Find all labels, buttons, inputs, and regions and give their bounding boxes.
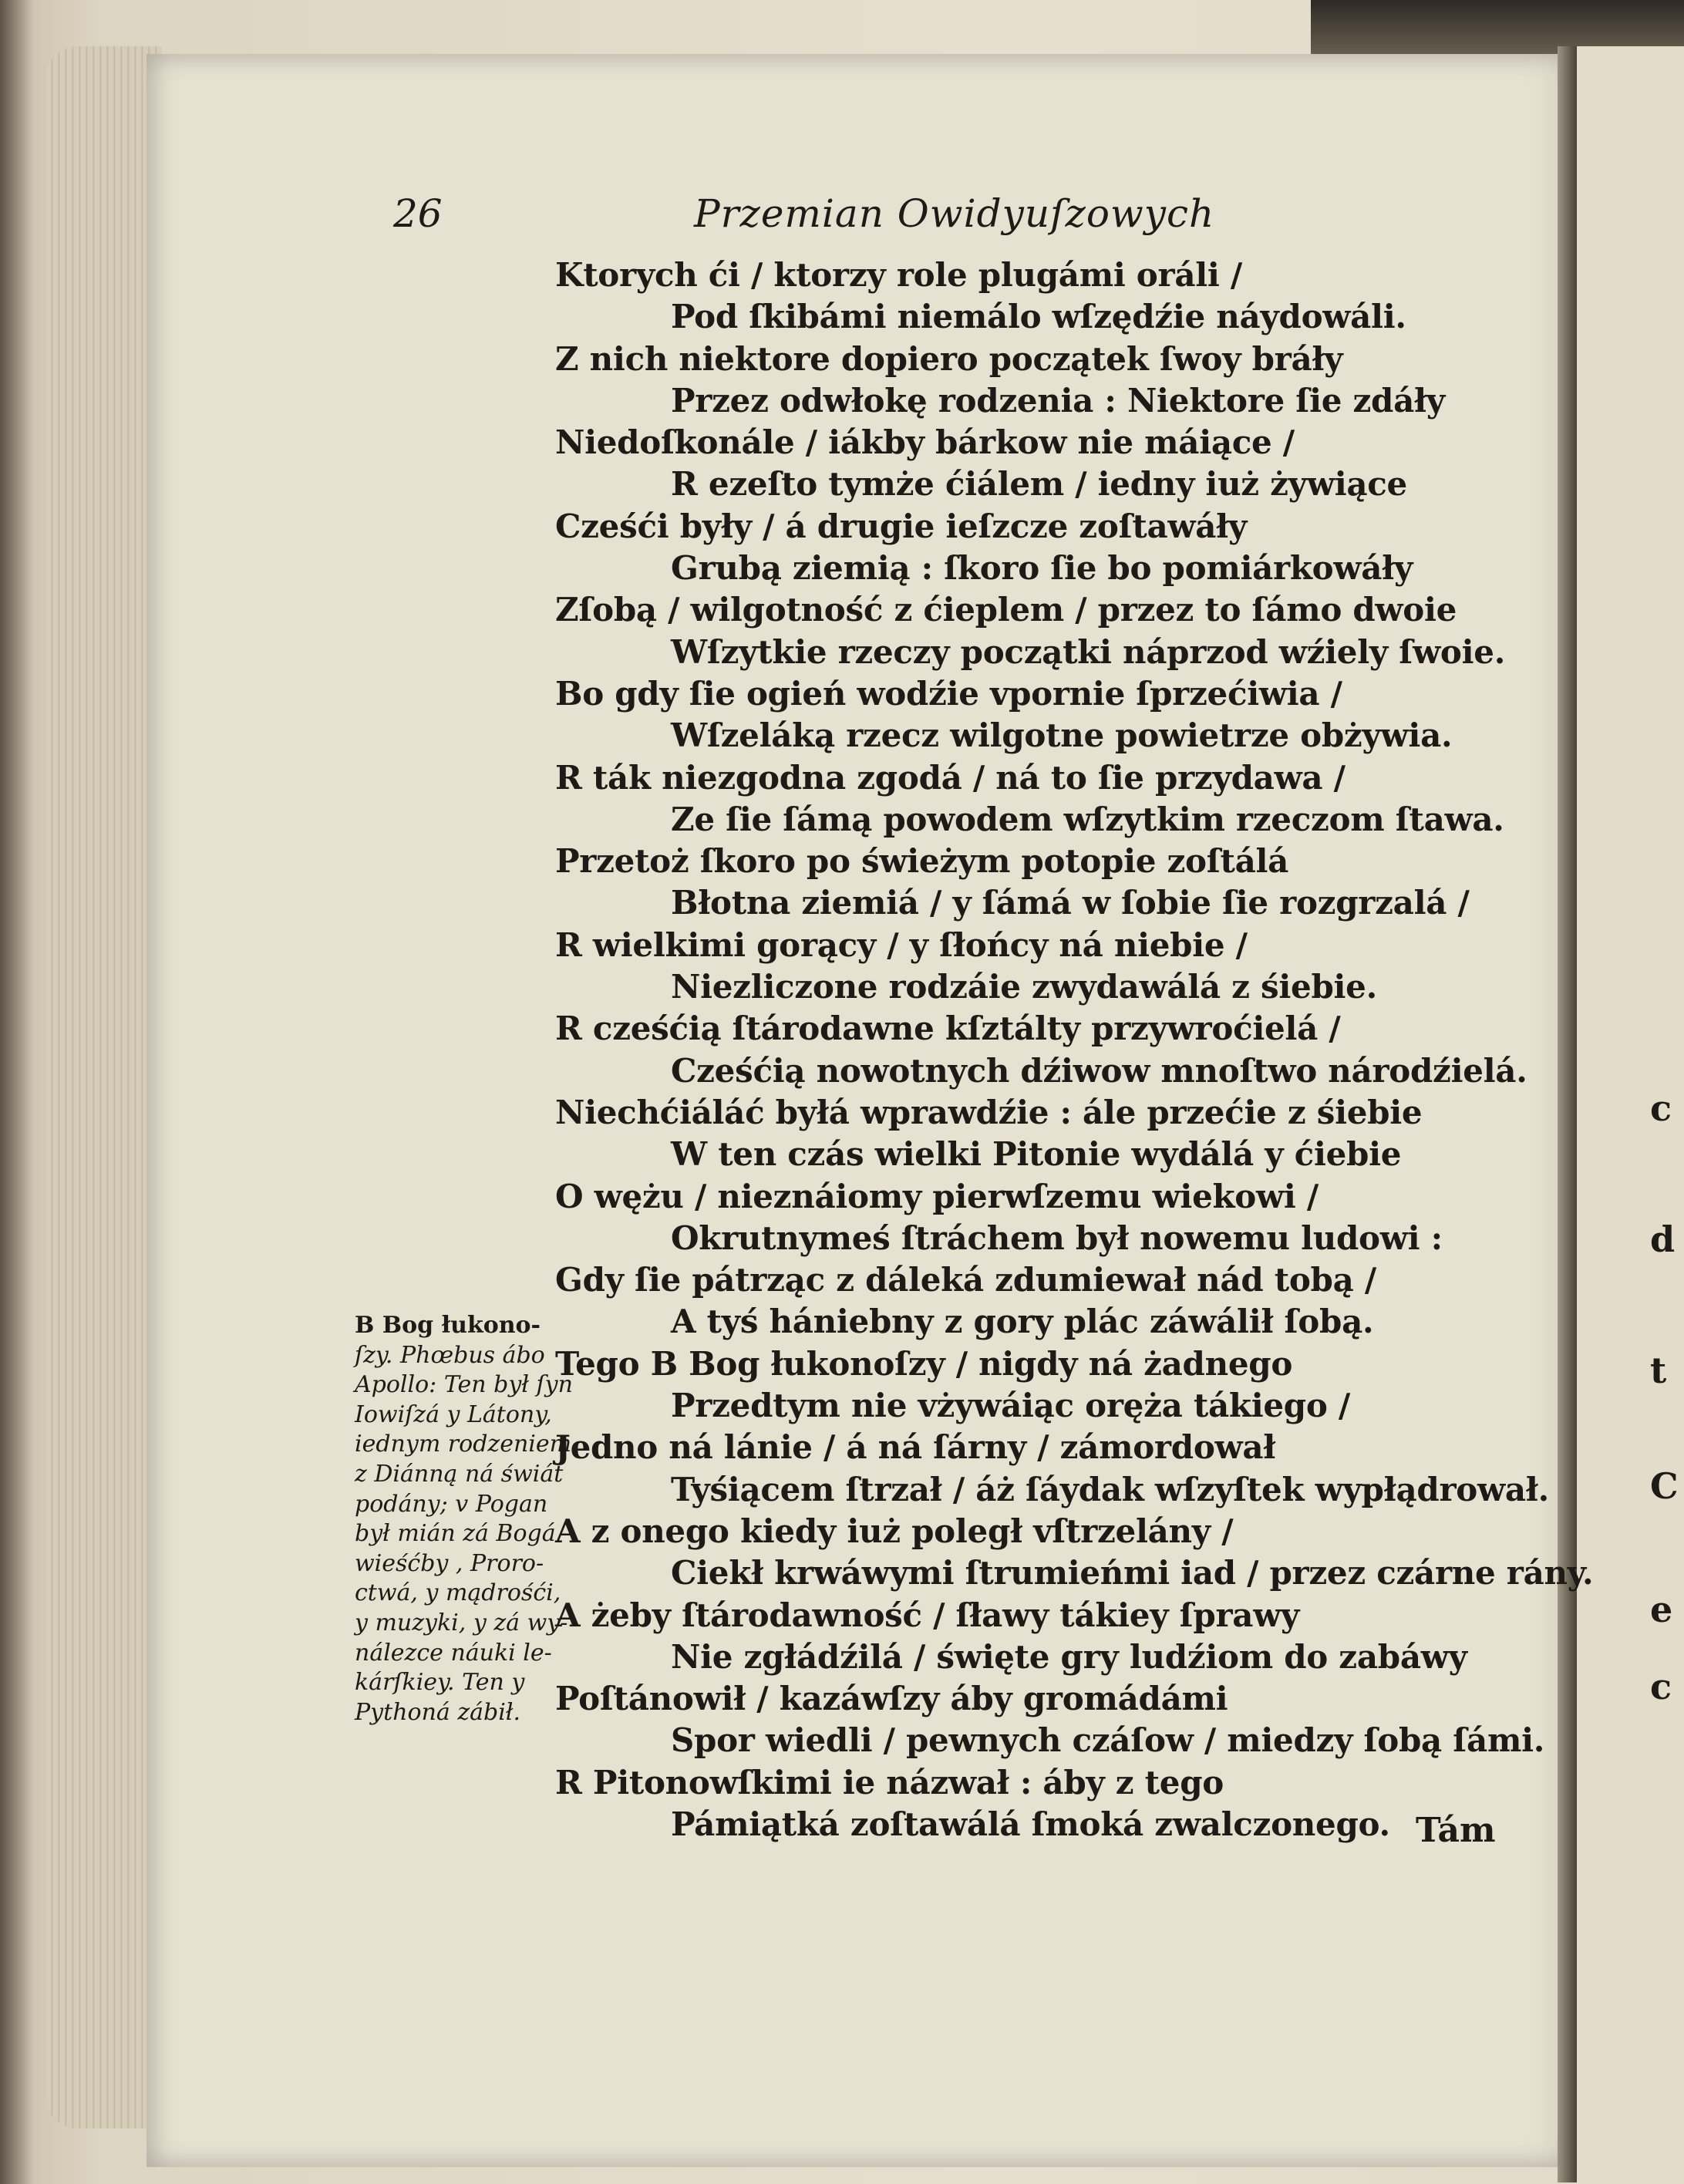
marginal-note-line: Iowiſzá y Látony, (355, 1400, 552, 1428)
verse-line: Cześći były / á drugie ieſzcze zoſtawáły (555, 507, 1248, 545)
verse-line: Pod ſkibámi niemálo wſzędźie náydowáli. (671, 298, 1406, 336)
verse-line: Błotna ziemiá / y ſámá w ſobie ſie rozgrzalá / (671, 884, 1470, 922)
verse-line: Tego B Bog łukonoſzy / nigdy ná żadnego (555, 1344, 1293, 1383)
verse-line: Spor wiedli / pewnych czáſow / miedzy ſobą ſámi. (671, 1721, 1545, 1760)
verse-line: Niedoſkonále / iákby bárkow nie máiące / (555, 423, 1295, 462)
marginal-note-line: kárſkiey. Ten y (355, 1669, 525, 1697)
page-number: 26 (393, 191, 443, 236)
facing-page-letter: C (1650, 1465, 1679, 1507)
verse-line: A żeby ſtárodawność / ſławy tákiey ſprawy (555, 1596, 1300, 1634)
facing-page-letter: e (1650, 1589, 1673, 1630)
verse-line: A tyś hániebny z gory plác záwálił ſobą. (671, 1303, 1374, 1341)
verse-line: Nie zgłádźilá / święte gry ludźiom do zabáwy (671, 1637, 1467, 1676)
marginal-note (355, 1311, 571, 1727)
marginal-note-line: nálezce náuki le- (355, 1639, 552, 1667)
verse-line: R wielkimi gorący / y ſłońcy ná niebie / (555, 925, 1248, 964)
verse-line: R cześćią ſtárodawne kſztálty przywroćielá / (555, 1009, 1341, 1048)
marginal-note-line: ctwá, y mądrośći, (355, 1579, 561, 1607)
page-edges (46, 46, 162, 2128)
verse-text (555, 254, 1594, 1845)
facing-page-letter: d (1650, 1218, 1676, 1260)
verse-line: Cześćią nowotnych dźiwow mnoſtwo národźielá. (671, 1051, 1527, 1090)
verse-line: Niechćiáláć byłá wprawdźie : ále przećie z śiebie (555, 1093, 1423, 1131)
catchword: Tám (1416, 1811, 1496, 1850)
verse-line: Ktorych ći / ktorzy role plugámi oráli / (555, 256, 1242, 294)
verse-line: Niezliczone rodzáie zwydawálá z śiebie. (671, 968, 1377, 1006)
marginal-note-line: był mián zá Bogá (355, 1520, 556, 1548)
marginal-note-line: iednym rodzeniem (355, 1431, 572, 1458)
verse-line: Tyśiącem ſtrzał / áż ſáydak wſzyſtek wypłądrował. (671, 1470, 1549, 1508)
verse-line: W ten czás wielki Pitonie wydálá y ćiebie (671, 1135, 1402, 1174)
verse-line: Poſtánowił / kazáwſzy áby gromádámi (555, 1680, 1228, 1718)
marginal-note-line: ſzy. Phœbus ábo (355, 1341, 545, 1369)
gutter (1558, 46, 1577, 2182)
verse-line: Zſobą / wilgotność z ćieplem / przez to ſámo dwoie (555, 591, 1457, 629)
marginal-note-line: B Bog łukono- (355, 1312, 541, 1339)
verse-line: Gdy ſie pátrząc z dáleká zdumiewał nád tobą / (555, 1261, 1376, 1299)
verse-line: Przedtym nie vżywáiąc oręża tákiego / (671, 1387, 1350, 1425)
verse-line: Ciekł krwáwymi ſtrumieńmi iad / przez czárne rány. (671, 1554, 1594, 1592)
verse-line: R ezeſto tymże ćiálem / iedny iuż żywiące (671, 465, 1407, 504)
verse-line: Ze ſie ſámą powodem wſzytkim rzeczom ſtawa. (671, 800, 1504, 838)
marginal-note-line: y muzyki, y zá wy- (355, 1609, 568, 1636)
marginal-note-line: Pythoná zábił. (355, 1698, 521, 1726)
verse-line: Okrutnymeś ſtráchem był nowemu ludowi : (671, 1218, 1443, 1257)
verse-line: Wſzytkie rzeczy początki náprzod wźiely ſwoie. (671, 632, 1506, 671)
marginal-note-line: podány; v Pogan (355, 1490, 548, 1518)
facing-page-letter: c (1650, 1087, 1672, 1129)
marginal-note-line: Apollo: Ten był ſyn (355, 1371, 573, 1399)
verse-line: Pámiątká zoſtawálá ſmoká zwalczonego. (671, 1805, 1390, 1843)
facing-page-letter: t (1650, 1350, 1667, 1391)
running-head: Przemian Owidyuſzowych (694, 191, 1215, 236)
facing-page-letter: c (1650, 1666, 1672, 1707)
verse-line: R ták niezgodna zgodá / ná to ſie przydawa / (555, 758, 1346, 797)
verse-line: Wſzeláką rzecz wilgotne powietrze obżywia. (671, 716, 1453, 755)
verse-line: R Pitonowſkimi ie názwał : áby z tego (555, 1763, 1224, 1801)
verse-line: Przez odwłokę rodzenia : Niektore ſie zdáły (671, 381, 1445, 420)
verse-line: Przetoż ſkoro po świeżym potopie zoſtálá (555, 842, 1289, 881)
marginal-note-line: z Diánną ná świát (355, 1460, 564, 1488)
verse-line: Jedno ná lánie / á ná ſárny / zámordował (555, 1428, 1276, 1467)
verse-line: Grubą ziemią : ſkoro ſie bo pomiárkowáły (671, 549, 1413, 588)
marginal-note-line: wieśćby , Proro- (355, 1549, 544, 1577)
verse-line: A z onego kiedy iuż poległ vſtrzelány / (555, 1512, 1234, 1550)
verse-line: Bo gdy ſie ogień wodźie vpornie ſprzećiwia / (555, 674, 1342, 713)
verse-line: Z nich niektore dopiero początek ſwoy bráły (555, 339, 1343, 378)
verse-line: O wężu / nieznáiomy pierwſzemu wiekowi / (555, 1177, 1319, 1215)
